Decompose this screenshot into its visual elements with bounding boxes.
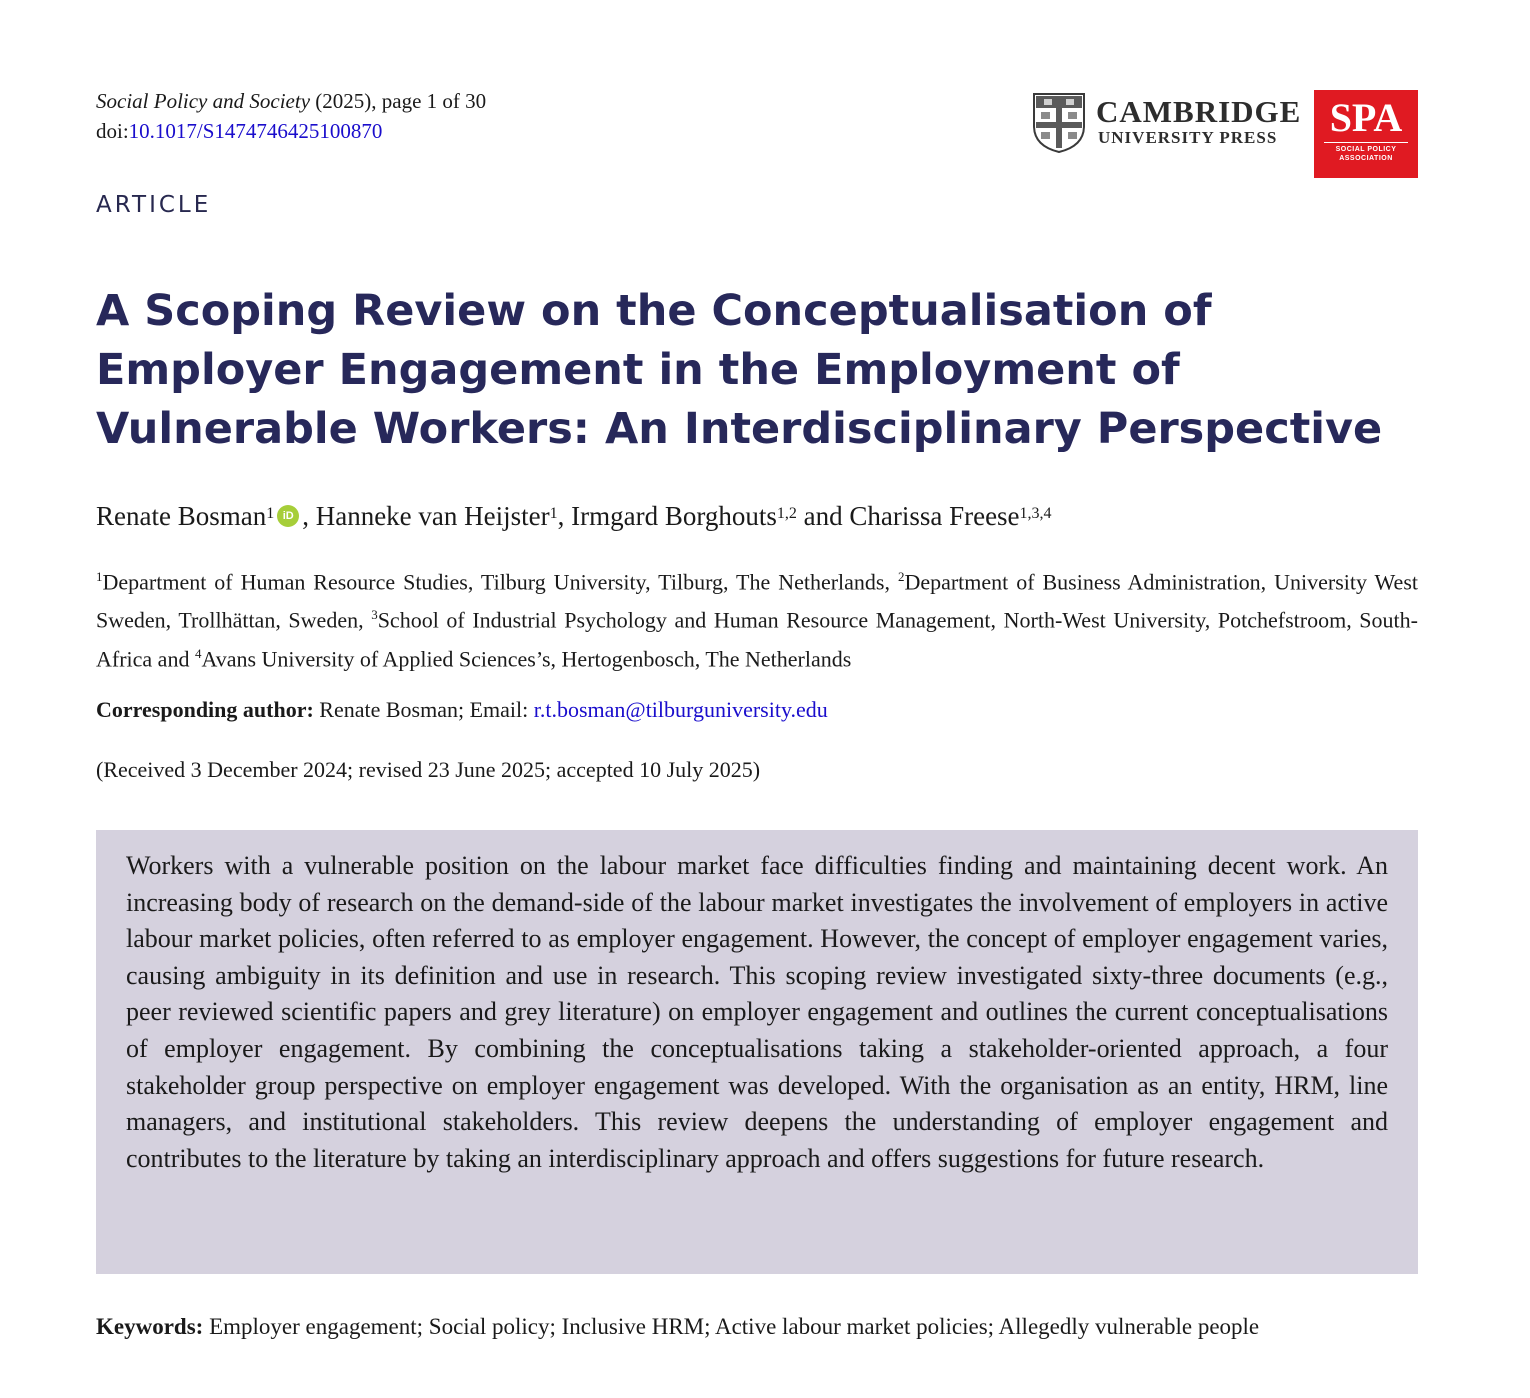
corresponding-author-text: Renate Bosman; Email:	[313, 697, 534, 722]
spa-logo-line2: ASSOCIATION	[1339, 155, 1393, 162]
abstract-box	[96, 830, 1418, 1274]
author-name: , Irmgard Borghouts	[557, 501, 777, 531]
affiliation-text: Avans University of Applied Sciences’s, Hertogenbosch, The Netherlands	[201, 645, 852, 671]
affiliation-mark: 4	[194, 645, 202, 661]
corresponding-author-label: Corresponding author:	[96, 697, 314, 722]
keywords-label: Keywords:	[96, 1314, 204, 1339]
affiliations	[96, 560, 1418, 675]
author-affiliation-mark: 1	[266, 505, 275, 522]
corresponding-author	[96, 693, 828, 726]
doi-prefix: doi:	[96, 119, 129, 143]
article-type-label: ARTICLE	[96, 192, 212, 218]
affiliation-mark: 3	[371, 607, 378, 623]
author-affiliation-mark: 1,2	[776, 505, 797, 522]
keywords	[96, 1310, 1418, 1343]
author-affiliation-mark: 1,3,4	[1019, 505, 1052, 522]
article-title: A Scoping Review on the Conceptualisation of Employer Engagement in the Employment of Vulnerable Workers: An Interdisciplinary Perspective	[96, 286, 1383, 454]
journal-name: Social Policy and Society	[96, 89, 311, 113]
author-name: Renate Bosman	[96, 501, 267, 531]
spa-logo-divider	[1324, 142, 1408, 143]
publisher-subname: UNIVERSITY PRESS	[1098, 128, 1278, 147]
journal-citation	[96, 86, 486, 146]
corresponding-email-link[interactable]: r.t.bosman@tilburguniversity.edu	[533, 697, 828, 722]
spa-logo-letters: SPA	[1329, 95, 1403, 140]
publisher-name: CAMBRIDGE	[1096, 94, 1302, 129]
doi-link[interactable]: 10.1017/S1474746425100870	[128, 119, 383, 143]
journal-issue-info: (2025), page 1 of 30	[310, 89, 487, 113]
affiliation-mark: 1	[96, 569, 103, 584]
abstract-text: Workers with a vulnerable position on the labour market face difficulties finding and maintaining decent work. An increasing body of research on the demand-side of the labour market investigates the involvement of employers in active labour market policies, often referred to as employer engagement. However, the concept of employer engagement varies, causing ambiguity in its definition and use in research. This scoping review investigated sixty-three documents (e.g., peer reviewed scientific papers and grey literature) on employer engagement and outlines the current conceptualisations of employer engagement. By combining the conceptualisations taking a stakeholder-oriented approach, a four stakeholder group perspective on employer engagement was developed. With the organisation as an entity, HRM, line managers, and institutional stakeholders. This review deepens the understanding of employer engagement and contributes to the literature by taking an interdisciplinary approach and offers suggestions for future research.	[126, 851, 1388, 1173]
spa-logo-line1: SOCIAL POLICY	[1335, 146, 1397, 153]
spa-logo	[1314, 90, 1418, 178]
author-affiliation-mark: 1	[549, 505, 558, 522]
keywords-text: Employer engagement; Social policy; Inclusive HRM; Active labour market policies; Allegedly vulnerable people	[203, 1314, 1260, 1339]
received-dates: (Received 3 December 2024; revised 23 June 2025; accepted 10 July 2025)	[96, 757, 761, 782]
affiliation-text: Department of Business Administration, University West Sweden, Trollhättan, Sweden,	[96, 569, 1418, 633]
affiliation-text: School of Industrial Psychology and Human Resource Management, North-West University, Potchefstroom, South-Africa and	[96, 607, 1418, 671]
affiliation-text: Department of Human Resource Studies, Tilburg University, Tilburg, The Netherlands,	[102, 569, 898, 595]
affiliation-mark: 2	[897, 569, 905, 584]
author-name: , Hanneke van Heijster	[302, 501, 550, 531]
orcid-icon[interactable]: iD	[277, 505, 299, 527]
publisher-logos	[1032, 90, 1418, 180]
author-list	[96, 498, 1052, 534]
cambridge-crest-icon	[1032, 92, 1086, 154]
author-name: and Charissa Freese	[796, 501, 1020, 531]
